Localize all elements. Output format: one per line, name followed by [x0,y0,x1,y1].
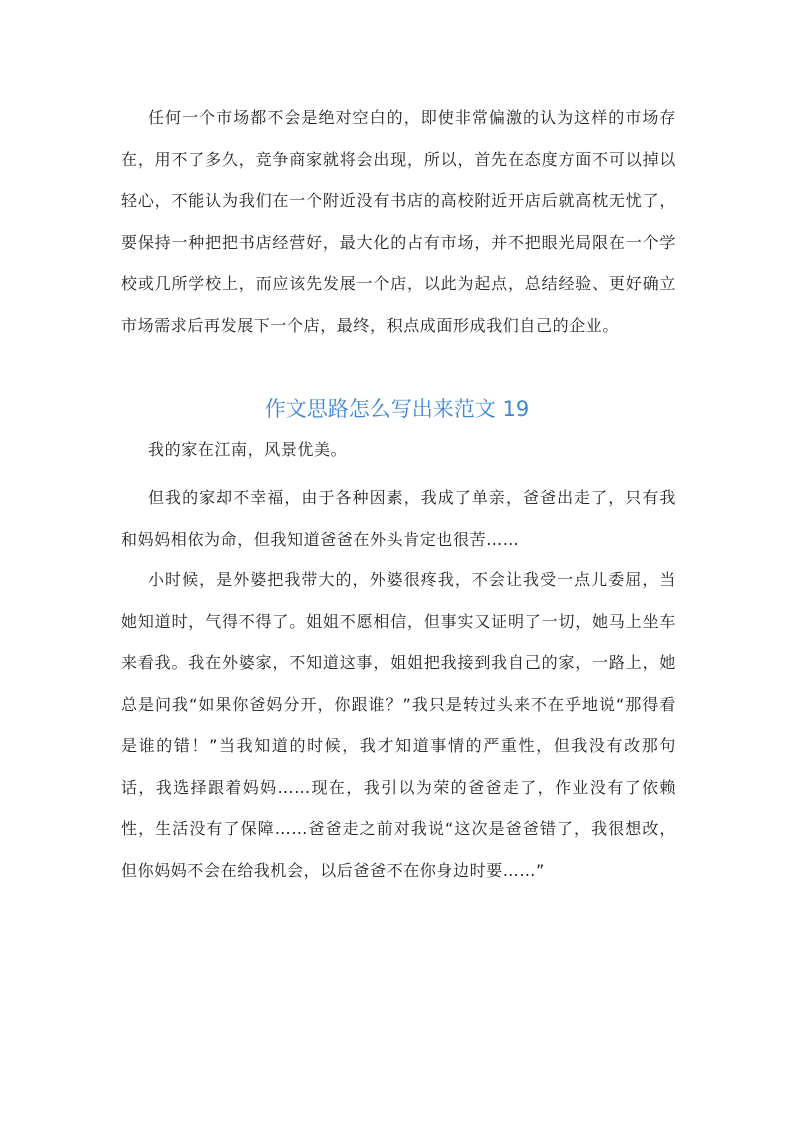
paragraph-home-jiangnan: 我的家在江南，风景优美。 [148,440,348,459]
paragraph-market-strategy: 任何一个市场都不会是绝对空白的，即使非常偏激的认为这样的市场存在，用不了多久，竞争商家就将会出现，所以，首先在态度方面不可以掉以轻心，不能认为我们在一个附近没有书店的高校附近开店后就高枕无忧了，要保持一种把把书店经营好，最大化的占有市场，并不把眼光局限在一个学校或几所学校上，而应该先发展一个店，以此为起点，总结经验、更好确立市场需求后再发展下一个店，最终，积点成面形成我们自己的企业。 [121,108,676,335]
paragraph-single-parent: 但我的家却不幸福，由于各种因素，我成了单亲，爸爸出走了，只有我和妈妈相依为命，但我知道爸爸在外头肯定也很苦…… [121,488,676,549]
essay-title: 作文思路怎么写出来范文 19 [264,397,530,421]
paragraph-childhood: 小时候，是外婆把我带大的，外婆很疼我，不会让我受一点儿委屈，当她知道时，气得不得了。姐姐不愿相信，但事实又证明了一切，她马上坐车来看我。我在外婆家，不知道这事，姐姐把我接到我自己的家，一路上，她总是问我“如果你爸妈分开，你跟谁？”我只是转过头来不在乎地说“那得看是谁的错！”当我知道的时候，我才知道事情的严重性，但我没有改那句话，我选择跟着妈妈……现在，我引以为荣的爸爸走了，作业没有了依赖性，生活没有了保障……爸爸走之前对我说“这次是爸爸错了，我很想改，但你妈妈不会在给我机会，以后爸爸不在你身边时要……” [121,570,676,880]
